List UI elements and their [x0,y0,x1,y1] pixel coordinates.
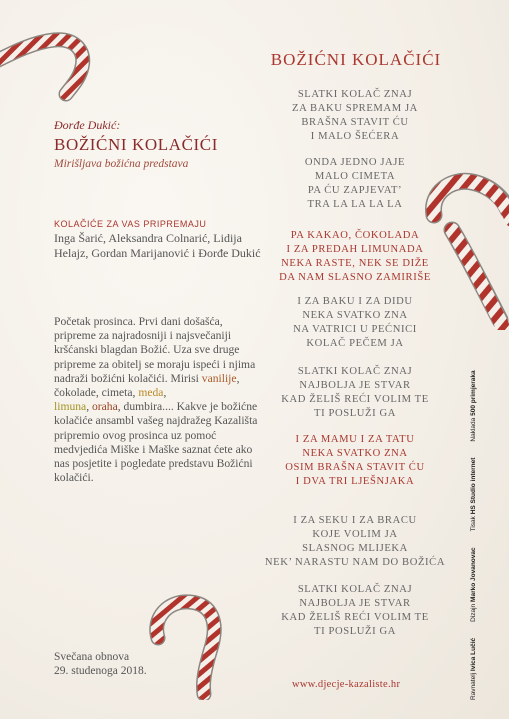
stanza-1 [260,88,450,144]
play-title: BOŽIĆNI KOLAČIĆI [54,135,219,154]
stanza-3 [260,229,450,285]
lyric-line: OSIM BRAŠNA STAVIT ĆU [285,462,425,473]
imprint-design-label: Dizajn [470,603,477,622]
lyric-line: NEKA SVATKO ZNA [302,448,408,459]
lyric-line: NAJBOLJA JE STVAR [299,380,411,391]
lyric-line: KAD ŽELIŠ REĆI VOLIM TE [281,394,429,405]
imprint-run-count: 500 primjeraka [470,370,477,416]
imprint-editor [470,638,477,700]
intro-part2: , dumbira.... Kakve je božićne kolačiće ansambl vašeg najdražeg Kazališta pripremio ovog prosinca uz pomoć medvjedića Miške i Maške saznat ćete ako nas posjetite i pogledate predstavu Božićni kolačići. [54,400,258,485]
lyric-line: SLATKI KOLAČ ZNAJ [297,366,413,377]
intro-sep2: , [163,386,167,400]
imprint-design-name: Marko Jovanovac [470,547,477,602]
imprint-print-name: HS Studio internet [470,457,477,515]
intro-sep3: , [86,400,92,414]
lyric-line: MALO CIMETA [314,171,396,182]
candy-cane-top-left [0,22,104,112]
song-title: BOŽIĆNI KOLAČIĆI [270,50,442,69]
lyric-line: DA NAM SLASNO ZAMIRIŠE [279,272,431,283]
lyric-line: TI POSLUŽI GA [314,626,396,637]
premiere-label: Svečana obnova [54,651,130,663]
candy-cane-bottom [140,590,240,700]
lyric-line: I ZA SEKU I ZA BRACU [293,515,417,526]
credits [54,219,264,260]
premiere-date: 29. studenoga 2018. [54,664,147,677]
lyric-line: TI POSLUŽI GA [314,408,396,419]
imprint-run [470,370,477,441]
lyric-line: SLATKI KOLAČ ZNAJ [297,89,413,100]
lyric-line: PA KAKAO, ČOKOLADA [290,230,420,241]
author: Đorđe Dukić: [54,118,121,132]
imprint-print [470,458,477,532]
imprint-print-label: Tisak [470,516,477,532]
stanza-2 [260,156,450,212]
credits-names: Inga Šarić, Aleksandra Colnarić, Lidija Helajz, Gordan Marijanović i Đorđe Dukić [54,231,261,260]
credits-heading: KOLAČIĆE ZA VAS PRIPREMAJU [54,219,207,229]
stanza-6 [260,433,450,489]
premiere-info [54,651,147,678]
imprint-run-label: Naklada [470,417,477,442]
stanza-5 [260,365,450,421]
imprint-design [470,547,477,621]
lyric-line: NAJBOLJA JE STVAR [299,598,411,609]
lyric-line: KAD ŽELIŠ REĆI VOLIM TE [281,612,429,623]
word-oraha: oraha [92,400,118,414]
lyric-line: I MALO ŠEĆERA [310,131,400,142]
lyric-line: KOJE VOLIM JA [312,529,398,540]
stanza-4 [260,295,450,351]
lyric-line: KOLAČ PEČEM JA [306,338,404,349]
word-vanilija: vanilije [201,371,237,385]
word-limuna: limuna [54,400,87,414]
lyric-line: NEKA RASTE, NEK SE DIŽE [281,258,429,269]
lyric-line: I DVA TRI LJEŠNJAKA [295,476,415,487]
stanza-8 [260,583,450,639]
lyric-line: ZA BAKU SPREMAM JA [292,103,418,114]
imprint-editor-name: Ivica Lučić [470,637,477,672]
stanza-7 [260,514,450,570]
lyric-line: NEKA SVATKO ZNA [302,310,408,321]
lyric-line: I ZA PREDAH LIMUNADA [286,244,424,255]
lyric-line: BRAŠNA STAVIT ĆU [301,117,409,128]
play-subtitle: Mirišljava božićna predstava [54,158,189,170]
lyric-line: I ZA BAKU I ZA DIDU [297,296,413,307]
intro-text [54,315,264,485]
intro-sep1: , čokolade, cimeta, [54,371,240,400]
lyric-line: TRA LA LA LA LA [307,199,403,210]
intro-part1: Početak prosinca. Prvi dani došašća, pripreme za najradosniji i najsvečaniji kršćanski blagdan Božić. Uza sve druge pripreme za obitelj se moraju ispeći i njima nadraži božićni kolačići. Mirisi [54,315,256,385]
lyric-line: NEK’ NARASTU NAM DO BOŽIĆA [264,557,446,568]
imprint [470,370,477,700]
imprint-editor-label: Ravnatelj [470,672,477,700]
lyric-line: SLASNOG MLIJEKA [302,543,408,554]
lyric-line: PA ĆU ZAPJEVAT’ [307,185,403,196]
lyric-line: ONDA JEDNO JAJE [304,157,406,168]
lyric-line: SLATKI KOLAČ ZNAJ [297,584,413,595]
lyric-line: I ZA MAMU I ZA TATU [295,434,415,445]
word-meda: meda [138,386,164,400]
lyric-line: NA VATRICI U PEĆNICI [293,324,417,335]
website-link[interactable]: www.djecje-kazaliste.hr [292,679,401,690]
play-header [54,118,254,170]
